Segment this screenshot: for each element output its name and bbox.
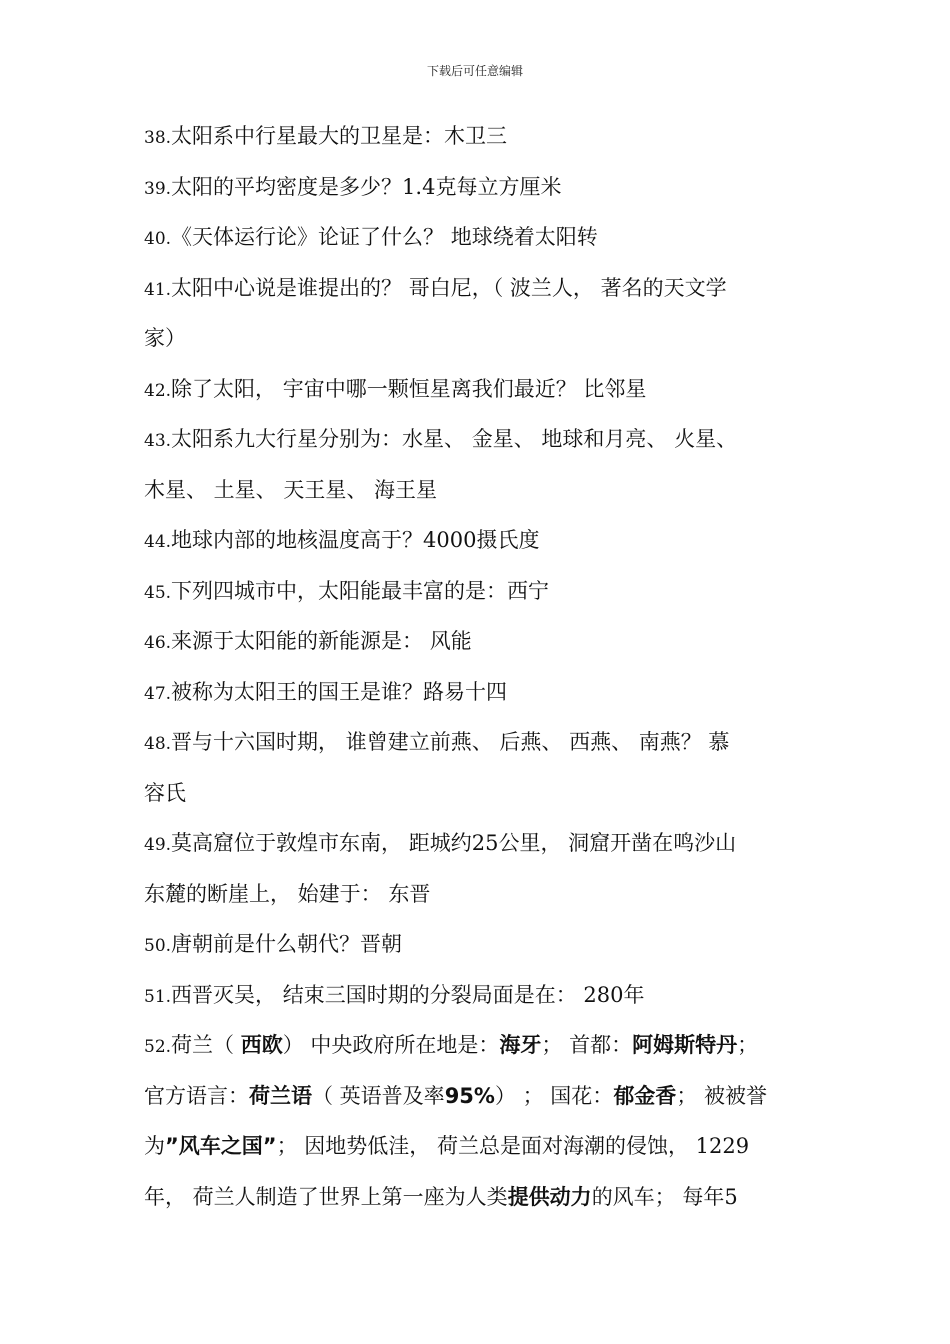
item-number: 41.: [144, 279, 172, 300]
text-line: [144, 1177, 824, 1228]
item-number: 47.: [144, 683, 172, 704]
text-line: [144, 621, 824, 672]
item-number: 51.: [144, 986, 172, 1007]
bold-segment: 阿姆斯特丹: [632, 1033, 738, 1057]
text-segment: 下列四城市中，太阳能最丰富的是：西宁: [171, 578, 550, 603]
text-line: [144, 217, 824, 268]
text-line: [144, 419, 824, 470]
text-line: [144, 975, 824, 1026]
text-line: [144, 874, 824, 925]
page-header: 下载后可任意编辑: [426, 64, 523, 78]
text-line: [144, 722, 824, 773]
text-segment: 被称为太阳王的国王是谁？路易十四: [171, 679, 508, 704]
text-segment: 地球内部的地核温度高于？4000摄氏度: [171, 528, 540, 552]
item-number: 39.: [144, 178, 172, 199]
text-segment: 为: [144, 1134, 165, 1158]
text-segment: 容氏: [144, 780, 186, 805]
item-number: 40.: [144, 229, 172, 249]
text-segment: 太阳中心说是谁提出的？ 哥白尼，（ 波兰人， 著名的天文学: [171, 275, 727, 300]
text-segment: 太阳系九大行星分别为：水星、 金星、 地球和月亮、 火星、: [171, 427, 738, 451]
item-number: 43.: [144, 431, 172, 451]
text-line: [144, 470, 824, 521]
text-line: [144, 318, 824, 369]
item-number: 49.: [144, 835, 172, 855]
text-segment: 唐朝前是什么朝代？晋朝: [171, 932, 403, 956]
text-segment: ； 被被誉: [676, 1083, 767, 1108]
text-segment: 晋与十六国时期， 谁曾建立前燕、 后燕、 西燕、 南燕？ 慕: [171, 730, 730, 754]
text-segment: 来源于太阳能的新能源是： 风能: [171, 629, 472, 653]
item-number: 46.: [144, 633, 172, 653]
bold-segment: 荷兰语: [249, 1083, 312, 1108]
text-segment: ；: [737, 1033, 759, 1057]
text-segment: ） 中央政府所在地是：: [282, 1033, 500, 1057]
text-segment: ） ； 国花：: [494, 1083, 614, 1108]
item-number: 50.: [144, 936, 172, 956]
text-segment: 官方语言：: [144, 1083, 249, 1108]
text-segment: 年， 荷兰人制造了世界上第一座为人类: [144, 1184, 508, 1209]
bold-segment: ”风车之国”: [165, 1134, 277, 1158]
text-segment: （ 英语普及率: [312, 1083, 445, 1108]
text-segment: ； 首都：: [541, 1033, 633, 1057]
text-line: [144, 1025, 824, 1076]
document-body: [144, 116, 824, 1227]
text-line: [144, 672, 824, 723]
text-segment: 莫高窟位于敦煌市东南， 距城约25公里， 洞窟开凿在鸣沙山: [171, 831, 737, 855]
text-line: [144, 520, 824, 571]
text-segment: 家）: [144, 326, 186, 350]
bold-segment: 海牙: [499, 1033, 542, 1057]
item-number: 42.: [144, 380, 172, 401]
item-number: 48.: [144, 734, 172, 754]
text-line: [144, 369, 824, 420]
bold-segment: 提供动力: [507, 1184, 592, 1209]
text-segment: 木星、 土星、 天王星、 海王星: [144, 477, 438, 502]
text-segment: 的风车； 每年5: [591, 1184, 738, 1209]
text-line: [144, 823, 824, 874]
text-line: [144, 116, 824, 167]
text-segment: 《天体运行论》论证了什么？ 地球绕着太阳转: [171, 225, 598, 249]
item-number: 44.: [144, 532, 172, 552]
text-line: [144, 924, 824, 975]
text-line: [144, 268, 824, 319]
bold-segment: 郁金香: [613, 1083, 677, 1108]
text-line: [144, 1076, 824, 1127]
text-line: [144, 571, 824, 622]
text-segment: 除了太阳， 宇宙中哪一颗恒星离我们最近？ 比邻星: [171, 376, 647, 401]
item-number: 45.: [144, 582, 172, 603]
text-line: [144, 773, 824, 824]
text-segment: 太阳的平均密度是多少？1.4克每立方厘米: [171, 174, 562, 199]
text-segment: 西晋灭吴， 结束三国时期的分裂局面是在： 280年: [171, 982, 645, 1007]
text-segment: 太阳系中行星最大的卫星是：木卫三: [171, 124, 508, 148]
text-line: [144, 1126, 824, 1177]
text-segment: ； 因地势低洼， 荷兰总是面对海潮的侵蚀， 1229: [276, 1134, 750, 1158]
bold-segment: 95%: [444, 1083, 495, 1108]
text-line: [144, 167, 824, 218]
text-segment: 东麓的断崖上， 始建于： 东晋: [144, 881, 431, 906]
bold-segment: 西欧: [240, 1033, 283, 1057]
item-number: 52.: [144, 1037, 172, 1057]
item-number: 38.: [144, 128, 172, 148]
text-segment: 荷兰（: [171, 1033, 241, 1057]
